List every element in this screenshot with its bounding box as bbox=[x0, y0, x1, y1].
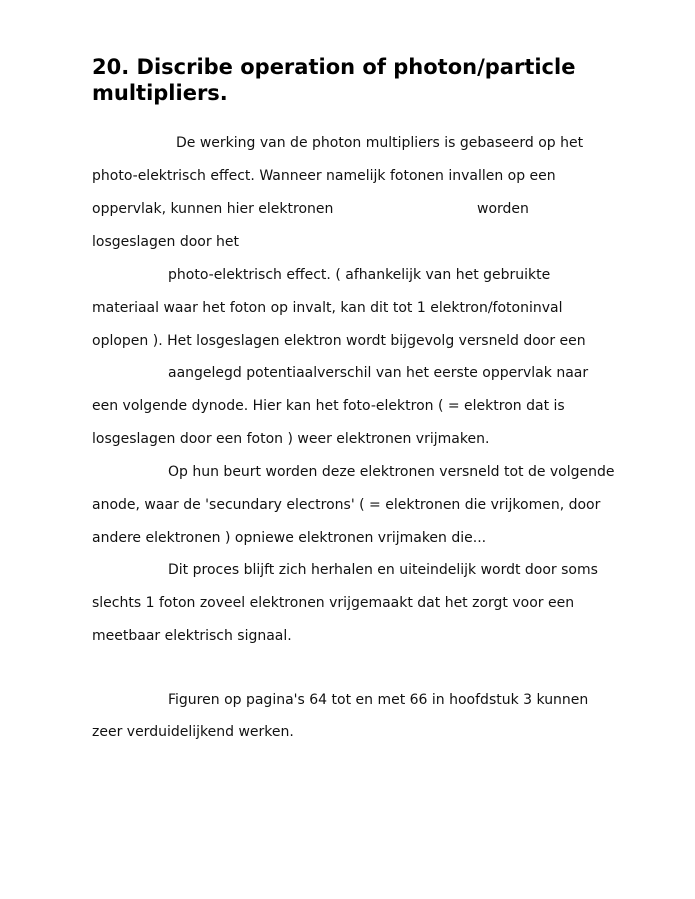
text-line: zeer verduidelijkend werken. bbox=[92, 724, 294, 740]
text-line: Figuren op pagina's 64 tot en met 66 in hoofdstuk 3 kunnen bbox=[168, 692, 589, 708]
text-line: photo-elektrisch effect. Wanneer namelijk fotonen invallen op een bbox=[92, 168, 556, 184]
page-title: 20. Discribe operation of photon/particle multipliers. bbox=[92, 55, 576, 105]
text-line: materiaal waar het foton op invalt, kan dit tot 1 elektron/fotoninval bbox=[92, 300, 563, 316]
text-line: meetbaar elektrisch signaal. bbox=[92, 628, 292, 644]
text-line: photo-elektrisch effect. ( afhankelijk van het gebruikte bbox=[168, 267, 551, 283]
text-line: oppervlak, kunnen hier elektronen bbox=[92, 201, 334, 217]
text-line: Dit proces blijft zich herhalen en uiteindelijk wordt door soms bbox=[168, 562, 598, 578]
text-line: losgeslagen door het bbox=[92, 234, 240, 250]
text-line: De werking van de photon multipliers is gebaseerd op het bbox=[176, 135, 584, 151]
text-line: worden bbox=[477, 201, 529, 217]
text-line: een volgende dynode. Hier kan het foto-elektron ( = elektron dat is bbox=[92, 398, 565, 414]
text-line: Op hun beurt worden deze elektronen versneld tot de volgende bbox=[168, 464, 615, 480]
text-line: losgeslagen door een foton ) weer elektronen vrijmaken. bbox=[92, 431, 490, 447]
text-line: aangelegd potentiaalverschil van het eerste oppervlak naar bbox=[168, 365, 589, 381]
text-line: andere elektronen ) opniewe elektronen vrijmaken die... bbox=[92, 530, 487, 546]
text-line: slechts 1 foton zoveel elektronen vrijgemaakt dat het zorgt voor een bbox=[92, 595, 575, 611]
text-line: oplopen ). Het losgeslagen elektron wordt bijgevolg versneld door een bbox=[92, 333, 586, 349]
text-line: anode, waar de 'secundary electrons' ( = elektronen die vrijkomen, door bbox=[92, 497, 601, 513]
